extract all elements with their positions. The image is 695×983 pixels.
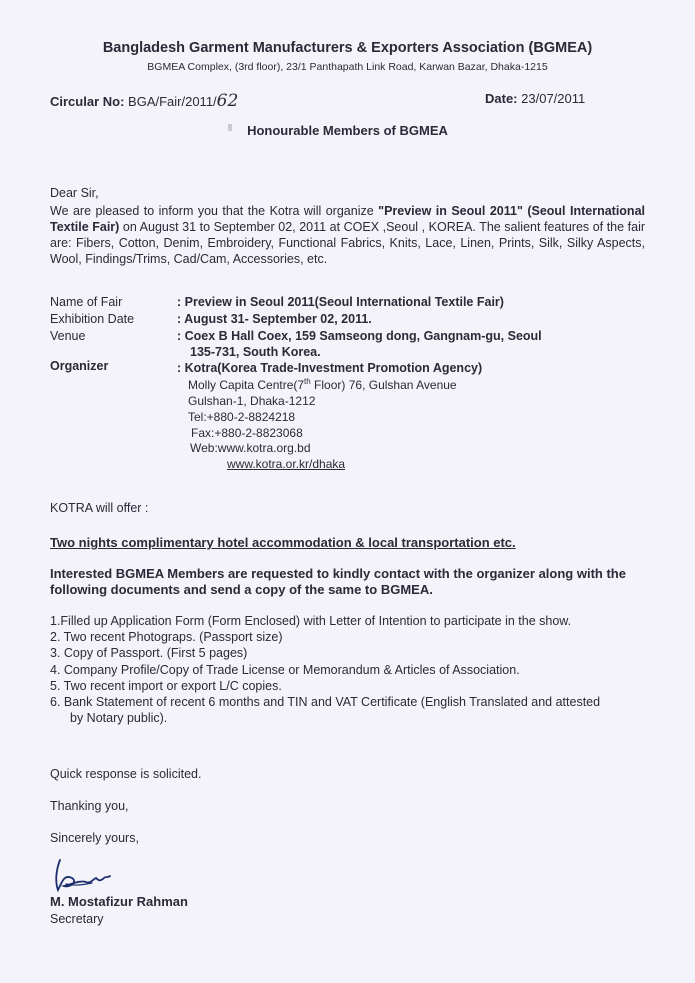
salutation: Dear Sir,: [50, 186, 99, 200]
offer-intro: KOTRA will offer :: [50, 501, 149, 515]
venue-label: Venue: [50, 329, 86, 343]
date-value: 23/07/2011: [521, 91, 586, 106]
fair-name-value: : Preview in Seoul 2011(Seoul International Textile Fair): [177, 295, 504, 309]
circular-value: BGA/Fair/2011/: [128, 94, 217, 109]
organizer-label: Organizer: [50, 359, 109, 373]
closing-line-2: Thanking you,: [50, 799, 129, 813]
circular-handwritten: 62: [216, 91, 239, 111]
org-name: Bangladesh Garment Manufacturers & Exporters Association (BGMEA): [102, 40, 593, 56]
document-item-6: 6. Bank Statement of recent 6 months and TIN and VAT Certificate (English Translated and attested: [50, 695, 601, 709]
org-addr-1b: Floor) 76, Gulshan Avenue: [310, 378, 457, 392]
org-addr-sup: th: [304, 377, 311, 386]
signature-image: [52, 856, 122, 896]
venue-value-line-2: 135-731, South Korea.: [190, 345, 321, 359]
date-label: Date:: [485, 91, 518, 106]
signatory-title: Secretary: [50, 912, 104, 926]
exhibition-date-label: Exhibition Date: [50, 312, 135, 326]
intro-text-1: We are pleased to inform you that the Kotra will organize: [50, 204, 379, 218]
organizer-web-link[interactable]: www.kotra.or.kr/dhaka: [227, 457, 346, 471]
organizer-tel: Tel:+880-2-8824218: [188, 410, 296, 424]
exhibition-date-value: : August 31- September 02, 2011.: [177, 312, 372, 326]
organizer-web: Web:www.kotra.org.bd: [190, 441, 311, 455]
document-item-2: 2. Two recent Photograps. (Passport size): [50, 630, 283, 644]
document-item-5: 5. Two recent import or export L/C copies.: [50, 679, 282, 693]
venue-value-line-1: : Coex B Hall Coex, 159 Samseong dong, Gangnam-gu, Seoul: [177, 329, 542, 343]
closing-line-1: Quick response is solicited.: [50, 767, 202, 781]
intro-paragraph: [50, 203, 645, 267]
circular-number: [50, 91, 238, 111]
document-item-3: 3. Copy of Passport. (First 5 pages): [50, 646, 248, 660]
organizer-value: : Kotra(Korea Trade-Investment Promotion Agency): [177, 361, 483, 375]
circular-label: Circular No:: [50, 94, 125, 109]
interest-paragraph: Interested BGMEA Members are requested to kindly contact with the organizer along with the following documents and send a copy of the same to BGMEA.: [50, 566, 626, 597]
signatory-name: M. Mostafizur Rahman: [50, 894, 188, 909]
circular-date: [485, 91, 585, 106]
document-item-4: 4. Company Profile/Copy of Trade License or Memorandum & Articles of Association.: [50, 663, 520, 677]
document-item-6-cont: by Notary public).: [70, 711, 168, 725]
organizer-address-line-2: Gulshan-1, Dhaka-1212: [188, 394, 316, 408]
intro-fair-name: "Preview in Seoul 2011" (Seoul International Textile Fair): [50, 204, 645, 234]
organizer-address-line-1: [188, 377, 457, 392]
intro-text-2: on August 31 to September 02, 2011 at COEX ,Seoul , KOREA. The salient features of the fair are: Fibers, Cotton, Denim, Embroidery, Functional Fabrics, Knits, Lace, Linen, Prints, Silk, Silky Aspects, Wool, Findings/Trims, Cad/Cam, Accessories, etc.: [50, 220, 646, 266]
organizer-fax: Fax:+880-2-8823068: [191, 426, 303, 440]
org-addr-1a: Molly Capita Centre(7: [188, 378, 305, 392]
document-item-1: 1.Filled up Application Form (Form Enclosed) with Letter of Intention to participate in the show.: [50, 614, 572, 628]
fair-name-label: Name of Fair: [50, 295, 123, 309]
org-address: BGMEA Complex, (3rd floor), 23/1 Panthapath Link Road, Karwan Bazar, Dhaka-1215: [147, 61, 548, 73]
recipient: Honourable Members of BGMEA: [247, 123, 448, 138]
offer-text: Two nights complimentary hotel accommodation & local transportation etc.: [50, 535, 516, 550]
closing-line-3: Sincerely yours,: [50, 831, 139, 845]
